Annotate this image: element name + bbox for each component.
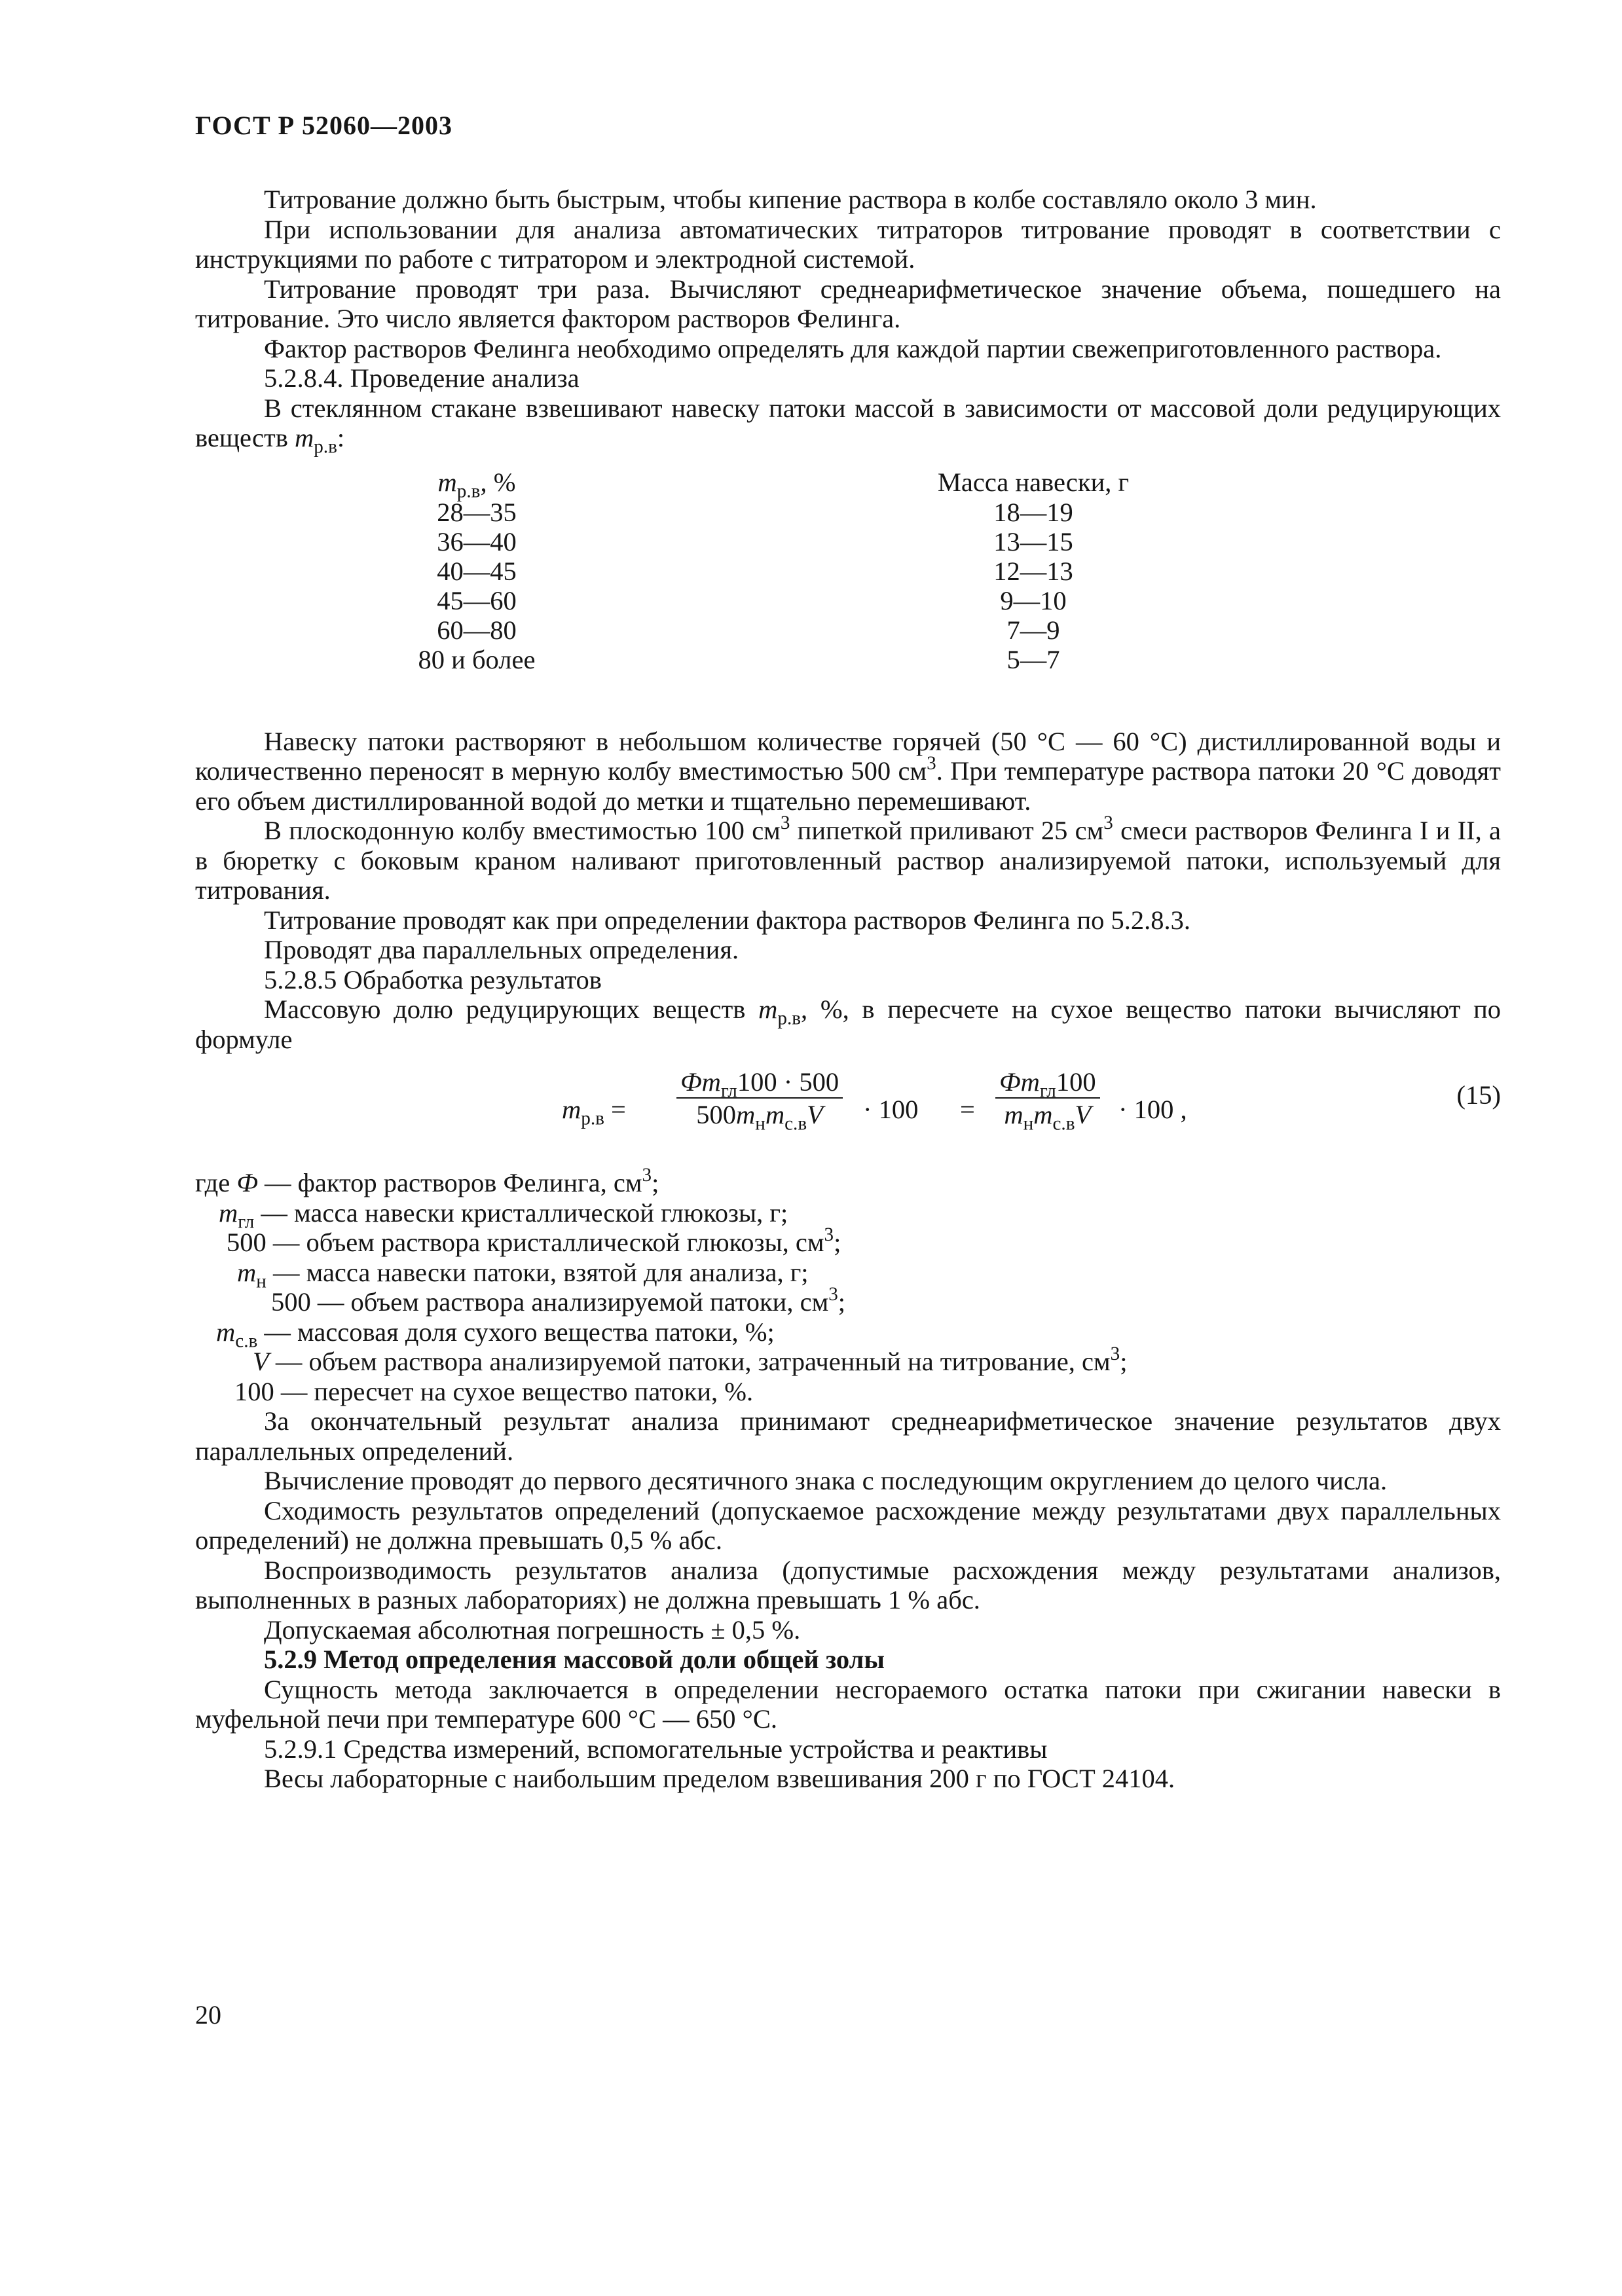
- var-m: m: [1004, 1099, 1023, 1129]
- var-v: V: [807, 1099, 823, 1129]
- var-phi: Ф: [236, 1168, 258, 1197]
- paragraph: Воспроизводимость результатов анализа (допустимые расхождения между результатами анализов, выполненных в разных лабораториях) не должна превышать 1 % абс.: [195, 1555, 1501, 1614]
- equals-sign: =: [611, 1095, 626, 1124]
- paragraph: Вычисление проводят до первого десятичного знака с последующим округлением до целого числа.: [264, 1466, 1388, 1495]
- var-subscript: р.в: [314, 436, 337, 458]
- paragraph-text: Массовую долю редуцирующих веществ: [264, 994, 746, 1024]
- table-header-row: [195, 467, 1501, 501]
- var-v: V: [253, 1347, 269, 1376]
- numerator-rest: 100: [1056, 1067, 1096, 1097]
- equals-sign: =: [960, 1095, 975, 1124]
- paragraph: За окончательный результат анализа принимают среднеарифметическое значение результатов двух параллельных определений.: [195, 1406, 1501, 1466]
- var-phi: Ф: [680, 1067, 702, 1097]
- table-header-cell: Масса навески, г: [937, 467, 1130, 497]
- numerator: [995, 1067, 1100, 1102]
- var-subscript: с.в: [1052, 1112, 1075, 1134]
- paragraph-dissolve: [195, 727, 1501, 816]
- denominator: [676, 1097, 843, 1134]
- page-number: 20: [195, 2000, 221, 2030]
- paragraph-text: смеси растворов Фелинга I и II, а в бюретку с боковым краном наливают приготовленный раствор анализируемой патоки, используемый для титрования.: [195, 816, 1501, 905]
- paragraph-weighing: [195, 393, 1501, 458]
- var-phi: Ф: [999, 1067, 1021, 1097]
- where-symbol: 500: [271, 1287, 311, 1317]
- fraction-2: [995, 1067, 1100, 1134]
- where-item: [195, 1197, 1501, 1232]
- paragraph-text: В стеклянном стакане взвешивают навеску патоки массой в зависимости от массовой доли редуцирующих веществ: [195, 393, 1501, 452]
- var-m: m: [765, 1099, 785, 1129]
- table-cell: 60—80: [437, 615, 517, 645]
- where-list: [195, 1164, 1501, 1406]
- var-m: m: [237, 1257, 257, 1287]
- punctuation: ;: [834, 1228, 841, 1257]
- denominator: [995, 1097, 1100, 1134]
- var-m: m: [219, 1197, 238, 1228]
- where-item: [195, 1377, 1501, 1407]
- table-cell: 9—10: [1000, 585, 1067, 615]
- table-row: [195, 615, 1501, 646]
- paragraph: Титрование должно быть быстрым, чтобы кипение раствора в колбе составляло около 3 мин.: [264, 185, 1317, 214]
- var-m: m: [736, 1099, 756, 1129]
- equation-number: (15): [1456, 1080, 1501, 1110]
- table-cell: 80 и более: [418, 644, 536, 674]
- paragraph-flask: [195, 812, 1501, 905]
- subsection-heading: 5.2.8.4. Проведение анализа: [264, 363, 580, 393]
- punctuation: :: [337, 423, 345, 452]
- where-item: [195, 1283, 1501, 1317]
- table-cell: 13—15: [993, 526, 1073, 556]
- table-cell: 5—7: [1006, 644, 1060, 674]
- paragraph-text: , %, в пересчете на сухое вещество патоки вычисляют по формуле: [195, 994, 1502, 1054]
- where-text: — объем раствора анализируемой патоки, см: [310, 1287, 829, 1317]
- where-text: — объем раствора анализируемой патоки, затраченный на титрование, см: [268, 1347, 1111, 1376]
- table-cell: 12—13: [993, 556, 1073, 586]
- where-text: — пересчет на сухое вещество патоки, %.: [274, 1376, 754, 1406]
- var-subscript: н: [755, 1112, 765, 1134]
- table-cell: 28—35: [437, 497, 517, 527]
- superscript: 3: [824, 1224, 834, 1245]
- var-m: m: [437, 467, 457, 497]
- var-subscript: н: [256, 1270, 267, 1292]
- number: 500: [696, 1099, 736, 1129]
- where-text: — массовая доля сухого вещества патоки, %;: [257, 1317, 775, 1347]
- formula-operator: · 100 ,: [1118, 1095, 1187, 1124]
- table-cell: 40—45: [437, 556, 517, 586]
- numerator-rest: 100 · 500: [737, 1067, 839, 1097]
- numerator: [676, 1067, 843, 1102]
- paragraph: Проводят два параллельных определения.: [264, 935, 739, 964]
- var-subscript: гл: [1039, 1080, 1056, 1102]
- where-item: [195, 1317, 1501, 1351]
- superscript: 3: [642, 1164, 652, 1186]
- table-row: [195, 645, 1501, 675]
- var-subscript: с.в: [784, 1112, 807, 1134]
- paragraph: Сходимость результатов определений (допускаемое расхождение между результатами двух параллельных определений) не должна превышать 0,5 % абс.: [195, 1495, 1501, 1555]
- table-row: [195, 498, 1501, 528]
- page-header: ГОСТ Р 52060—2003: [195, 111, 453, 140]
- paragraph: Титрование проводят три раза. Вычисляют среднеарифметическое значение объема, пошедшего на титрование. Это число является фактором растворов Фелинга.: [195, 274, 1501, 333]
- paragraph: Весы лабораторные с наибольшим пределом взвешивания 200 г по ГОСТ 24104.: [264, 1764, 1175, 1793]
- where-item: [195, 1164, 1501, 1198]
- subsection-heading: 5.2.9.1 Средства измерений, вспомогательные устройства и реактивы: [264, 1734, 1048, 1764]
- punctuation: ;: [1120, 1347, 1128, 1376]
- paragraph-text: В плоскодонную колбу вместимостью 100 см: [264, 816, 781, 845]
- table-row: [195, 556, 1501, 587]
- table-row: [195, 527, 1501, 557]
- superscript: 3: [828, 1283, 838, 1305]
- where-item: [195, 1257, 1501, 1292]
- punctuation: ;: [838, 1287, 846, 1317]
- var-m: m: [1033, 1099, 1053, 1129]
- fraction-1: [676, 1067, 843, 1134]
- var-subscript: р.в: [456, 480, 481, 501]
- superscript: 3: [927, 752, 936, 774]
- var-subscript: н: [1023, 1112, 1034, 1134]
- formula-15: [195, 1063, 1501, 1161]
- paragraph-text: Навеску патоки растворяют в небольшом количестве горячей (50 °С — 60 °С) дистиллированной воды и количественно переносят в мерную колбу вместимостью 500 см: [195, 726, 1501, 786]
- paragraph: Титрование проводят как при определении фактора растворов Фелинга по 5.2.8.3.: [264, 905, 1191, 935]
- subsection-heading: 5.2.8.5 Обработка результатов: [264, 964, 602, 994]
- var-subscript: гл: [720, 1080, 737, 1102]
- formula-lhs: [562, 1095, 626, 1129]
- where-text: — фактор растворов Фелинга, см: [257, 1168, 642, 1197]
- var-m: m: [1020, 1067, 1040, 1097]
- paragraph: Допускаемая абсолютная погрешность ± 0,5 %.: [264, 1614, 801, 1645]
- where-symbol: 100: [234, 1376, 274, 1406]
- formula-operator: · 100: [863, 1095, 919, 1124]
- table-cell: 7—9: [1006, 615, 1060, 645]
- where-text: — масса навески кристаллической глюкозы, г;: [254, 1197, 788, 1228]
- paragraph-text: . При температуре раствора патоки 20 °С доводят его объем дистиллированной водой до метки и тщательно перемешивают.: [195, 756, 1501, 816]
- var-m: m: [562, 1095, 581, 1124]
- where-item: [195, 1343, 1501, 1377]
- var-m: m: [216, 1317, 236, 1347]
- paragraph: Сущность метода заключается в определении несгораемого остатка патоки при сжигании навески в муфельной печи при температуре 600 °С — 650 °С.: [195, 1674, 1501, 1734]
- where-symbol: 500: [227, 1228, 267, 1257]
- var-m: m: [294, 423, 314, 452]
- where-text: — объем раствора кристаллической глюкозы, см: [266, 1228, 824, 1257]
- punctuation: ;: [652, 1168, 659, 1197]
- var-subscript: с.в: [235, 1330, 258, 1351]
- var-v: V: [1075, 1099, 1092, 1129]
- unit: , %: [480, 467, 516, 497]
- paragraph-text: пипеткой приливают 25 см: [790, 816, 1104, 845]
- mass-table: [195, 458, 1501, 727]
- table-row: [195, 586, 1501, 616]
- superscript: 3: [1110, 1343, 1120, 1364]
- where-text: — масса навески патоки, взятой для анализа, г;: [266, 1257, 809, 1287]
- paragraph: Фактор растворов Фелинга необходимо определять для каждой партии свежеприготовленного раствора.: [264, 333, 1442, 363]
- superscript: 3: [780, 812, 790, 833]
- table-header-cell: [392, 467, 562, 501]
- paragraph-mass-fraction: [195, 994, 1501, 1054]
- superscript: 3: [1103, 812, 1113, 833]
- paragraph: При использовании для анализа автоматических титраторов титрование проводят в соответствии с инструкциями по работе с титратором и электродной системой.: [195, 214, 1501, 274]
- section-title: 5.2.9 Метод определения массовой доли общей золы: [264, 1645, 885, 1674]
- var-m: m: [758, 994, 778, 1024]
- table-cell: 18—19: [993, 497, 1073, 527]
- where-lead: где: [195, 1168, 230, 1197]
- var-subscript: гл: [238, 1211, 255, 1232]
- var-subscript: р.в: [581, 1108, 604, 1129]
- table-cell: 45—60: [437, 585, 517, 615]
- body-text: [195, 185, 1501, 1794]
- var-subscript: р.в: [777, 1008, 802, 1029]
- where-item: [195, 1224, 1501, 1258]
- table-cell: 36—40: [437, 526, 517, 556]
- var-m: m: [701, 1067, 721, 1097]
